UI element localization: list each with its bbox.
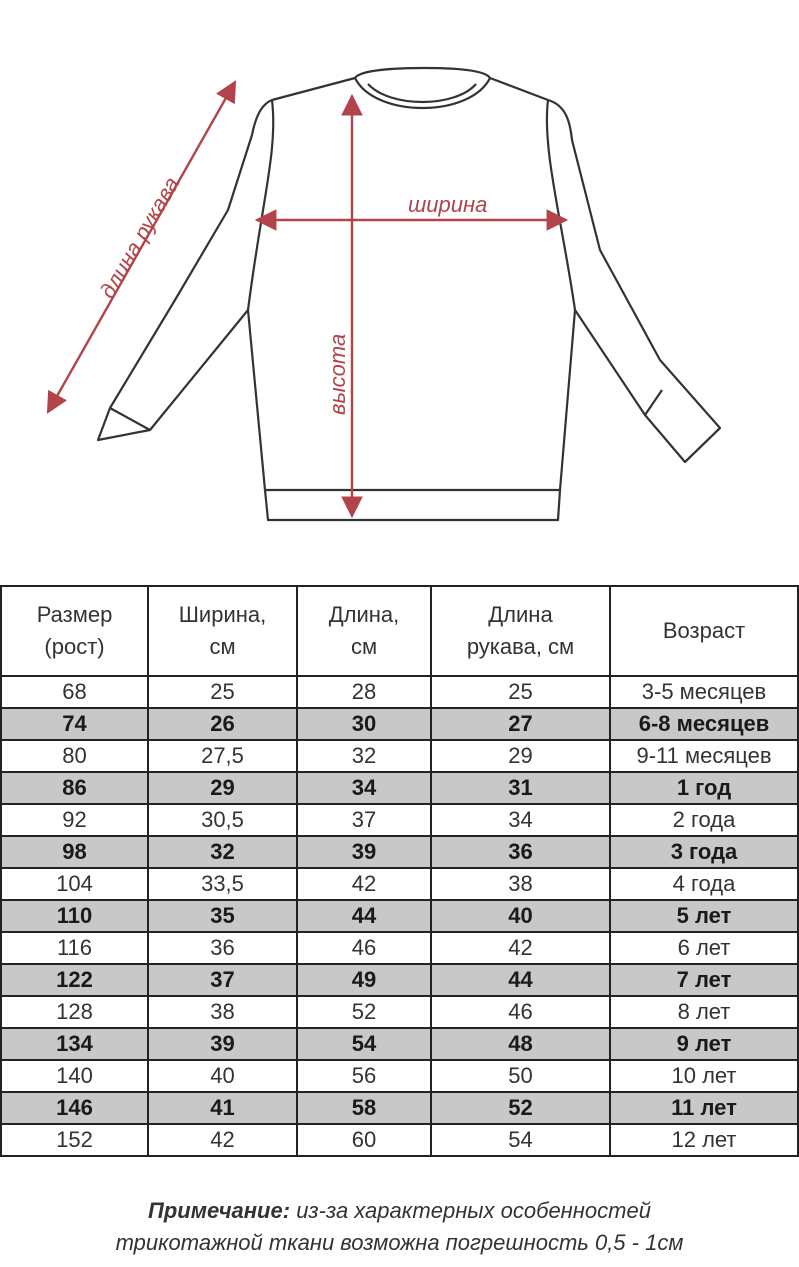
cell-width: 39 — [148, 1028, 297, 1060]
cell-age: 9-11 месяцев — [610, 740, 798, 772]
cell-width: 32 — [148, 836, 297, 868]
cell-size: 152 — [1, 1124, 148, 1156]
cell-length: 37 — [297, 804, 431, 836]
cell-age: 7 лет — [610, 964, 798, 996]
cell-width: 25 — [148, 676, 297, 708]
cell-sleeve-length: 34 — [431, 804, 610, 836]
header-size — [1, 586, 148, 676]
cell-length: 32 — [297, 740, 431, 772]
cell-size: 116 — [1, 932, 148, 964]
cell-age: 3 года — [610, 836, 798, 868]
cell-width: 42 — [148, 1124, 297, 1156]
cell-age: 11 лет — [610, 1092, 798, 1124]
width-label: ширина — [408, 192, 488, 217]
cell-age: 1 год — [610, 772, 798, 804]
cell-sleeve-length: 25 — [431, 676, 610, 708]
cell-length: 42 — [297, 868, 431, 900]
note-text-1: из-за характерных особенностей — [296, 1198, 651, 1223]
header-age — [610, 586, 798, 676]
header-length-line1: Длина, — [328, 602, 400, 627]
cell-length: 44 — [297, 900, 431, 932]
cell-width: 35 — [148, 900, 297, 932]
cell-size: 146 — [1, 1092, 148, 1124]
cell-length: 30 — [297, 708, 431, 740]
cell-size: 128 — [1, 996, 148, 1028]
cell-size: 80 — [1, 740, 148, 772]
table-row — [1, 772, 798, 804]
cell-width: 36 — [148, 932, 297, 964]
cell-width: 41 — [148, 1092, 297, 1124]
size-table — [0, 585, 799, 1157]
table-row — [1, 708, 798, 740]
note — [0, 1195, 799, 1259]
cell-age: 4 года — [610, 868, 798, 900]
sweater-diagram — [0, 0, 799, 580]
cell-age: 6-8 месяцев — [610, 708, 798, 740]
cell-age: 8 лет — [610, 996, 798, 1028]
note-line-1 — [0, 1195, 799, 1227]
cell-size: 122 — [1, 964, 148, 996]
header-length — [297, 586, 431, 676]
cell-sleeve-length: 48 — [431, 1028, 610, 1060]
note-title: Примечание: — [148, 1198, 291, 1223]
cell-length: 60 — [297, 1124, 431, 1156]
cell-sleeve-length: 40 — [431, 900, 610, 932]
table-row — [1, 996, 798, 1028]
cell-sleeve-length: 54 — [431, 1124, 610, 1156]
table-row — [1, 804, 798, 836]
table-row — [1, 1124, 798, 1156]
header-width-line1: Ширина, — [178, 602, 267, 627]
cell-width: 29 — [148, 772, 297, 804]
cell-length: 58 — [297, 1092, 431, 1124]
note-line-2: трикотажной ткани возможна погрешность 0,5 - 1см — [115, 1230, 684, 1255]
cell-age: 9 лет — [610, 1028, 798, 1060]
cell-length: 52 — [297, 996, 431, 1028]
cell-age: 2 года — [610, 804, 798, 836]
cell-size: 98 — [1, 836, 148, 868]
sweater-outline — [98, 68, 720, 520]
cell-size: 92 — [1, 804, 148, 836]
cell-sleeve-length: 38 — [431, 868, 610, 900]
table-header-row — [1, 586, 798, 676]
cell-age: 10 лет — [610, 1060, 798, 1092]
cell-length: 28 — [297, 676, 431, 708]
sleeve-length-label: длина рукава — [94, 172, 185, 303]
cell-sleeve-length: 44 — [431, 964, 610, 996]
cell-sleeve-length: 36 — [431, 836, 610, 868]
cell-size: 140 — [1, 1060, 148, 1092]
cell-sleeve-length: 52 — [431, 1092, 610, 1124]
cell-size: 74 — [1, 708, 148, 740]
cell-sleeve-length: 31 — [431, 772, 610, 804]
sweater-drawing — [0, 0, 799, 580]
cell-length: 56 — [297, 1060, 431, 1092]
cell-size: 110 — [1, 900, 148, 932]
cell-width: 38 — [148, 996, 297, 1028]
cell-length: 54 — [297, 1028, 431, 1060]
cell-age: 6 лет — [610, 932, 798, 964]
cell-width: 26 — [148, 708, 297, 740]
cell-age: 12 лет — [610, 1124, 798, 1156]
cell-width: 27,5 — [148, 740, 297, 772]
cell-size: 134 — [1, 1028, 148, 1060]
cell-width: 40 — [148, 1060, 297, 1092]
table-row — [1, 1060, 798, 1092]
table-row — [1, 836, 798, 868]
cell-sleeve-length: 29 — [431, 740, 610, 772]
table-row — [1, 676, 798, 708]
cell-size: 68 — [1, 676, 148, 708]
table-row — [1, 868, 798, 900]
header-size-line1: Размер — [36, 602, 113, 627]
table-row — [1, 932, 798, 964]
cell-sleeve-length: 42 — [431, 932, 610, 964]
header-sleeve-line1: Длина — [488, 602, 553, 627]
measure-lines — [48, 82, 566, 516]
size-rows — [1, 676, 798, 1156]
cell-age: 5 лет — [610, 900, 798, 932]
header-size-line2: (рост) — [44, 634, 105, 659]
header-age-line1: Возраст — [662, 618, 746, 643]
header-width — [148, 586, 297, 676]
cell-length: 39 — [297, 836, 431, 868]
header-length-line2: см — [350, 634, 378, 659]
header-sleeve-length — [431, 586, 610, 676]
cell-width: 37 — [148, 964, 297, 996]
table-row — [1, 1092, 798, 1124]
table-row — [1, 1028, 798, 1060]
cell-age: 3-5 месяцев — [610, 676, 798, 708]
table-row — [1, 900, 798, 932]
cell-width: 30,5 — [148, 804, 297, 836]
table-row — [1, 964, 798, 996]
cell-sleeve-length: 27 — [431, 708, 610, 740]
cell-sleeve-length: 46 — [431, 996, 610, 1028]
header-sleeve-line2: рукава, см — [466, 634, 575, 659]
header-width-line2: см — [209, 634, 236, 659]
cell-sleeve-length: 50 — [431, 1060, 610, 1092]
cell-width: 33,5 — [148, 868, 297, 900]
cell-length: 46 — [297, 932, 431, 964]
height-label: высота — [325, 333, 350, 415]
table-row — [1, 740, 798, 772]
cell-length: 49 — [297, 964, 431, 996]
cell-length: 34 — [297, 772, 431, 804]
cell-size: 86 — [1, 772, 148, 804]
cell-size: 104 — [1, 868, 148, 900]
